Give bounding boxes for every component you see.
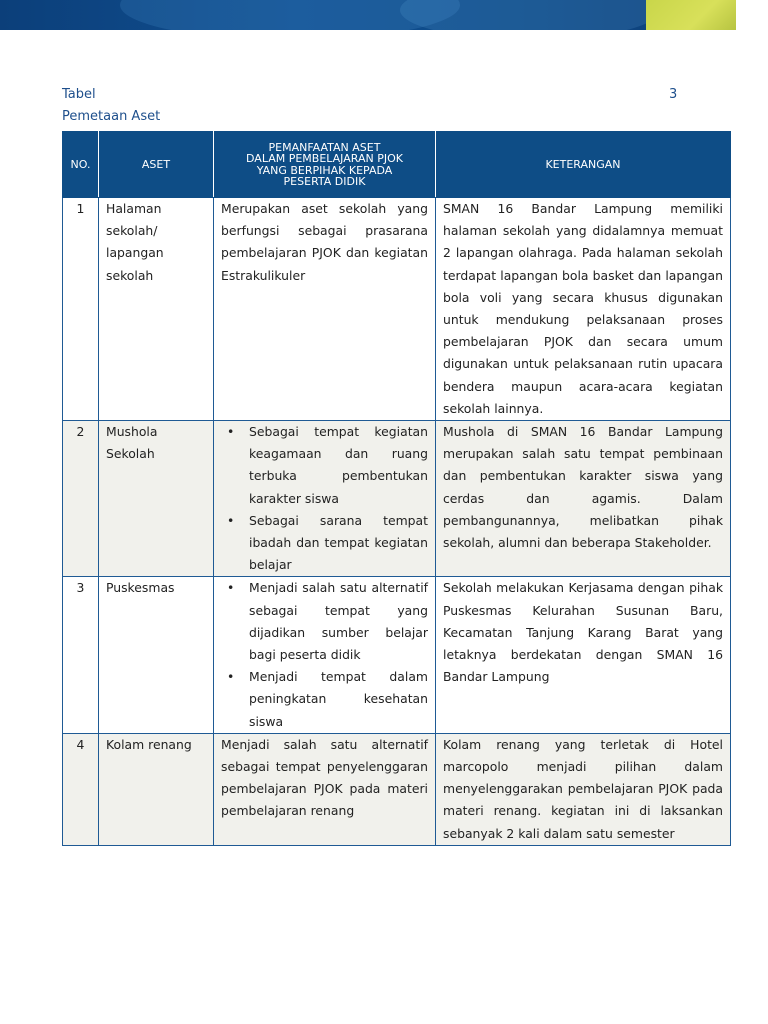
cell-no: 3 bbox=[63, 577, 99, 733]
list-item-text: Menjadi tempat dalam peningkatan kesehatan siswa bbox=[249, 669, 428, 729]
cell-no: 2 bbox=[63, 421, 99, 577]
header-aset: ASET bbox=[99, 132, 214, 198]
cell-pemanfaatan: Menjadi salah satu alternatif sebagai tempat penyelenggaran pembelajaran PJOK pada materi pembelajaran renang bbox=[214, 733, 436, 845]
list-item bbox=[221, 421, 428, 510]
list-item-text: Menjadi salah satu alternatif sebagai tempat yang dijadikan sumber belajar bagi peserta didik bbox=[249, 580, 428, 663]
cell-keterangan: Sekolah melakukan Kerjasama dengan pihak Puskesmas Kelurahan Susunan Baru, Kecamatan Tanjung Karang Barat yang letaknya berdekatan dengan SMAN 16 Bandar Lampung bbox=[436, 577, 731, 733]
list-item bbox=[221, 577, 428, 666]
pemanfaatan-list bbox=[221, 421, 428, 576]
cell-keterangan: SMAN 16 Bandar Lampung memiliki halaman sekolah yang didalamnya memuat 2 lapangan olahraga. Pada halaman sekolah terdapat lapangan bola basket dan lapangan bola voli yang secara khusus digunakan untuk mendukung pelaksanaan proses pembelajaran PJOK dan secara umum digunakan untuk pelaksanaan rutin upacara bendera maupun acara-acara kegiatan sekolah lainnya. bbox=[436, 198, 731, 421]
pemanfaatan-list bbox=[221, 577, 428, 732]
header-keterangan: KETERANGAN bbox=[436, 132, 731, 198]
cell-keterangan: Kolam renang yang terletak di Hotel marcopolo menjadi pilihan dalam menyelenggarakan pembelajaran PJOK pada materi renang. kegiatan ini di laksankan sebanyak 2 kali dalam satu semester bbox=[436, 733, 731, 845]
cell-aset: Kolam renang bbox=[99, 733, 214, 845]
table-caption-number: 3 bbox=[669, 87, 678, 102]
table-row bbox=[63, 421, 731, 577]
header-pemanfaatan: PEMANFAATAN ASET DALAM PEMBELAJARAN PJOK YANG BERPIHAK KEPADA PESERTA DIDIK bbox=[214, 132, 436, 198]
cell-pemanfaatan: Merupakan aset sekolah yang berfungsi sebagai prasarana pembelajaran PJOK dan kegiatan Estrakulikuler bbox=[214, 198, 436, 421]
cell-aset: Halaman sekolah/ lapangan sekolah bbox=[99, 198, 214, 421]
bullet-icon: • bbox=[227, 512, 235, 528]
cell-aset: Puskesmas bbox=[99, 577, 214, 733]
cell-no: 1 bbox=[63, 198, 99, 421]
table-title: Pemetaan Aset bbox=[62, 109, 161, 124]
table-row bbox=[63, 577, 731, 733]
asset-mapping-table bbox=[62, 131, 731, 846]
table-row bbox=[63, 733, 731, 845]
list-item bbox=[221, 510, 428, 577]
list-item bbox=[221, 666, 428, 733]
cell-no: 4 bbox=[63, 733, 99, 845]
cell-pemanfaatan bbox=[214, 577, 436, 733]
cell-aset: Mushola Sekolah bbox=[99, 421, 214, 577]
header-banner bbox=[0, 0, 736, 30]
list-item-text: Sebagai tempat kegiatan keagamaan dan ruang terbuka pembentukan karakter siswa bbox=[249, 424, 428, 506]
bullet-icon: • bbox=[227, 580, 235, 596]
banner-decoration bbox=[400, 0, 660, 30]
table-caption-label: Tabel bbox=[62, 87, 96, 102]
header-no: NO. bbox=[63, 132, 99, 198]
cell-pemanfaatan bbox=[214, 421, 436, 577]
list-item-text: Sebagai sarana tempat ibadah dan tempat kegiatan belajar bbox=[249, 512, 428, 573]
banner-accent bbox=[646, 0, 736, 30]
bullet-icon: • bbox=[227, 669, 235, 685]
table-header-row bbox=[63, 132, 731, 198]
cell-keterangan: Mushola di SMAN 16 Bandar Lampung merupakan salah satu tempat pembinaan dan pembentukan karakter siswa yang cerdas dan agamis. Dalam pembangunannya, melibatkan pihak sekolah, alumni dan beberapa Stakeholder. bbox=[436, 421, 731, 577]
bullet-icon: • bbox=[227, 424, 235, 440]
table-row bbox=[63, 198, 731, 421]
